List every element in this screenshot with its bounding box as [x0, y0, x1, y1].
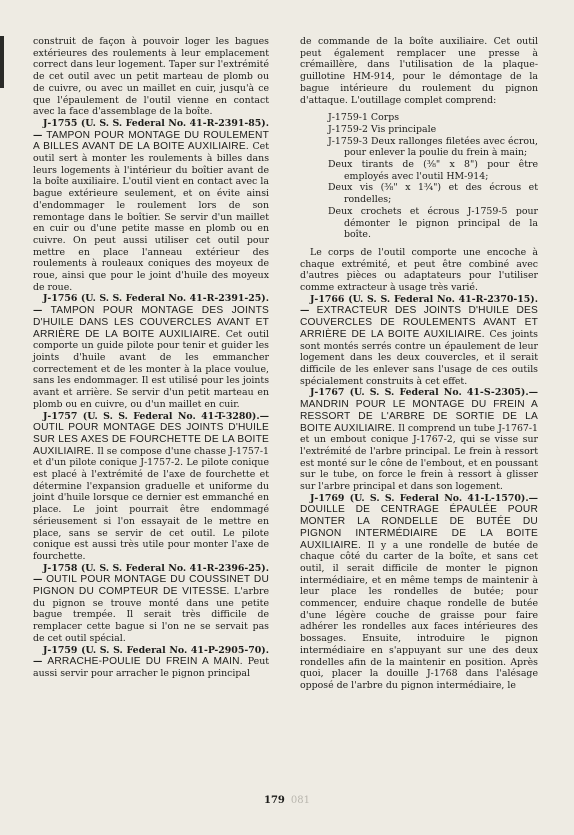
- entry-j1755-reference: J-1755 (U. S. S. Federal No. 41-R-2391-85).—: [33, 117, 269, 141]
- entry-j1757-text: Il se compose d'une chasse J-1757-1 et d'un pilote conique J-1757-2. Le pilote conique est placé à l'extrémité de l'axe de fourchette et détermine l'expansion graduelle et uniforme du joint d'huile lorsque ce dernier est emmanché en place. Le joint pourrait être endommagé sérieusement si l'on essayait de le mettre en place, sans se servir de cet outil. Le pilote conique est aussi très utile pour monter l'axe de fourchette.: [33, 445, 269, 562]
- left-column: [33, 36, 269, 680]
- entry-j1758-title: OUTIL POUR MONTAGE DU COUSSINET DU PIGNON DU COMPTEUR DE VITESSE.: [33, 574, 269, 598]
- bleed-through-number: 081: [290, 795, 310, 806]
- entry-j1766-title: EXTRACTEUR DES JOINTS D'HUILE DES COUVERCLES DE ROULEMENTS AVANT ET ARRIÈRE DE LA BOITE AUXILIAIRE.: [300, 305, 538, 340]
- entry-j1758-reference: J-1758 (U. S. S. Federal No. 41-R-2396-25).—: [33, 562, 269, 586]
- entry-j1769-title: DOUILLE DE CENTRAGE ÉPAULÉE POUR MONTER LA RONDELLE DE BUTÉE DU PIGNON INTERMÉDIAIRE DE LA BOITE AUXILIAIRE.: [300, 504, 538, 551]
- intro-paragraph: construit de façon à pouvoir loger les bagues extérieures des roulements à leur emplacement correct dans leur logement. Taper sur l'extrémité de cet outil avec un petit marteau de plomb ou de cuivre, ou avec un maillet en cuir, jusqu'à ce que l'épaulement de l'outil vienne en contact avec la face d'assemblage de la boîte.: [33, 36, 269, 118]
- entry-j1756-text: Cet outil comporte un guide pilote pour tenir et guider les joints d'huile avant de les emmancher correctement et de les monter à la place voulue, sans les endommager. Il est utilisé pour les joints avant et arrière. Se servir d'un petit marteau en plomb ou en cuivre, ou d'un maillet en cuir.: [33, 328, 269, 410]
- entry-j1756-reference: J-1756 (U. S. S. Federal No. 41-R-2391-25).—: [33, 293, 269, 317]
- entry-j1766: [300, 294, 538, 388]
- tool-kit-item: Deux crochets et écrous J-1759-5 pour démonter le pignon principal de la boîte.: [328, 205, 538, 241]
- entry-j1757-title: OUTIL POUR MONTAGE DES JOINTS D'HUILE SUR LES AXES DE FOURCHETTE DE LA BOITE AUXILIAIRE.: [33, 422, 269, 457]
- tool-kit-item: J-1759-3 Deux rallonges filetées avec écrou, pour enlever la poulie du frein à main;: [328, 135, 538, 159]
- tool-kit-item: J-1759-2 Vis principale: [328, 123, 437, 135]
- entry-j1757-reference: J-1757 (U. S. S. Federal No. 41-T-3280).—: [43, 410, 269, 422]
- page-number: [0, 795, 574, 806]
- entry-j1759-text: Peut aussi servir pour arracher le pignon principal: [33, 656, 270, 679]
- tool-kit-item: J-1759-1 Corps: [328, 112, 400, 124]
- entry-j1766-text: Ces joints sont montés serrés contre un épaulement de leur logement dans les deux couvercles, et il serait difficile de les enlever sans l'usage de ces outils spécialement construits à cet effet.: [300, 328, 538, 387]
- entry-j1758: [33, 563, 269, 645]
- tool-kit-list: [300, 112, 538, 241]
- entry-j1769-text: Il y a une rondelle de butée de chaque côté du carter de la boîte, et sans cet outil, il serait difficile de monter le pignon intermédiaire, et en même temps de maintenir à leur place les rondelles de butée; pour commencer, enduire chaque rondelle de butée d'une légère couche de graisse pour faire adhérer les rondelles aux faces intérieures des bossages. Ensuite, introduire le pignon intermédiaire en s'appuyant sur une des deux rondelles afin de la maintenir en position. Après quoi, placer la douille J-1768 dans l'alésage opposé de l'arbre du pignon intermédiaire, le: [300, 539, 538, 691]
- entry-j1758-text: L'arbre du pignon se trouve monté dans une petite bague trempée. Il serait très difficile de remplacer cette bague si l'on ne se servait pas de cet outil spécial.: [33, 586, 269, 644]
- tool-kit-item: Deux tirants de (⅜" x 8") pour être employés avec l'outil HM-914;: [328, 159, 538, 182]
- entry-j1759: [33, 645, 269, 680]
- entry-j1755: [33, 118, 269, 294]
- continued-paragraph: de commande de la boîte auxiliaire. Cet outil peut également remplacer une presse à crémaillère, dans l'utilisation de la plaque-guillotine HM-914, pour le démontage de la bague intérieure du roulement du pignon d'attaque. L'outillage complet comprend:: [300, 36, 538, 106]
- page-number-value: 179: [264, 795, 285, 806]
- entry-j1766-reference: J-1766 (U. S. S. Federal No. 41-R-2370-15).—: [300, 293, 538, 317]
- entry-j1767-title: MANDRIN POUR LE MONTAGE DU FREIN A RESSORT DE L'ARBRE DE SORTIE DE LA BOITE AUXILIAIRE.: [300, 399, 538, 434]
- entry-j1769: [300, 493, 538, 692]
- entry-j1756-title: TAMPON POUR MONTAGE DES JOINTS D'HUILE DANS LES COUVERCLES AVANT ET ARRIÈRE DE LA BOITE AUXILIAIRE.: [33, 305, 270, 340]
- entry-j1755-text: Cet outil sert à monter les roulements à billes dans leurs logements à l'intérieur du boîtier avant de la boîte auxiliaire. L'outil vient en contact avec la bague extérieure seulement, et on évite ainsi d'endommager le roulement lors de son remontage dans le boîtier. Se servir d'un maillet en cuir ou d'une petite masse en plomb ou en cuivre. On peut aussi utiliser cet outil pour mettre en place l'anneau extérieur des roulements à rouleaux coniques des moyeux de roue, ainsi que pour le joint d'huile des moyeux de roue.: [33, 141, 269, 293]
- entry-j1767-reference: J-1767 (U. S. S. Federal No. 41-S-2305).—: [310, 387, 538, 399]
- tool-body-paragraph: Le corps de l'outil comporte une encoche à chaque extrémité, et peut être combiné avec d'autres pièces ou adaptateurs pour l'utiliser comme extracteur à usage très varié.: [300, 246, 538, 294]
- entry-j1757: [33, 411, 269, 563]
- entry-j1759-reference: J-1759 (U. S. S. Federal No. 41-P-2905-70).—: [33, 644, 269, 668]
- entry-j1767-text: Il comprend un tube J-1767-1 et un embout conique J-1767-2, qui se visse sur l'extrémité de l'arbre principal. Le frein à ressort est monté sur le cône de l'embout, et en poussant sur le tube, on force le frein à ressort à glisser sur l'arbre principal et dans son logement.: [300, 422, 539, 493]
- entry-j1767: [300, 387, 538, 492]
- entry-j1755-title: TAMPON POUR MONTAGE DU ROULEMENT A BILLES AVANT DE LA BOITE AUXILIAIRE.: [33, 129, 269, 153]
- entry-j1759-title: ARRACHE-POULIE DU FREIN A MAIN.: [47, 656, 243, 668]
- entry-j1756: [33, 293, 269, 410]
- right-column: [300, 36, 538, 692]
- entry-j1769-reference: J-1769 (U. S. S. Federal No. 41-L-1570).—: [310, 492, 538, 504]
- tool-kit-item: Deux vis (⅜" x 1¾") et des écrous et rondelles;: [328, 182, 538, 206]
- binding-edge-mark: [0, 36, 4, 88]
